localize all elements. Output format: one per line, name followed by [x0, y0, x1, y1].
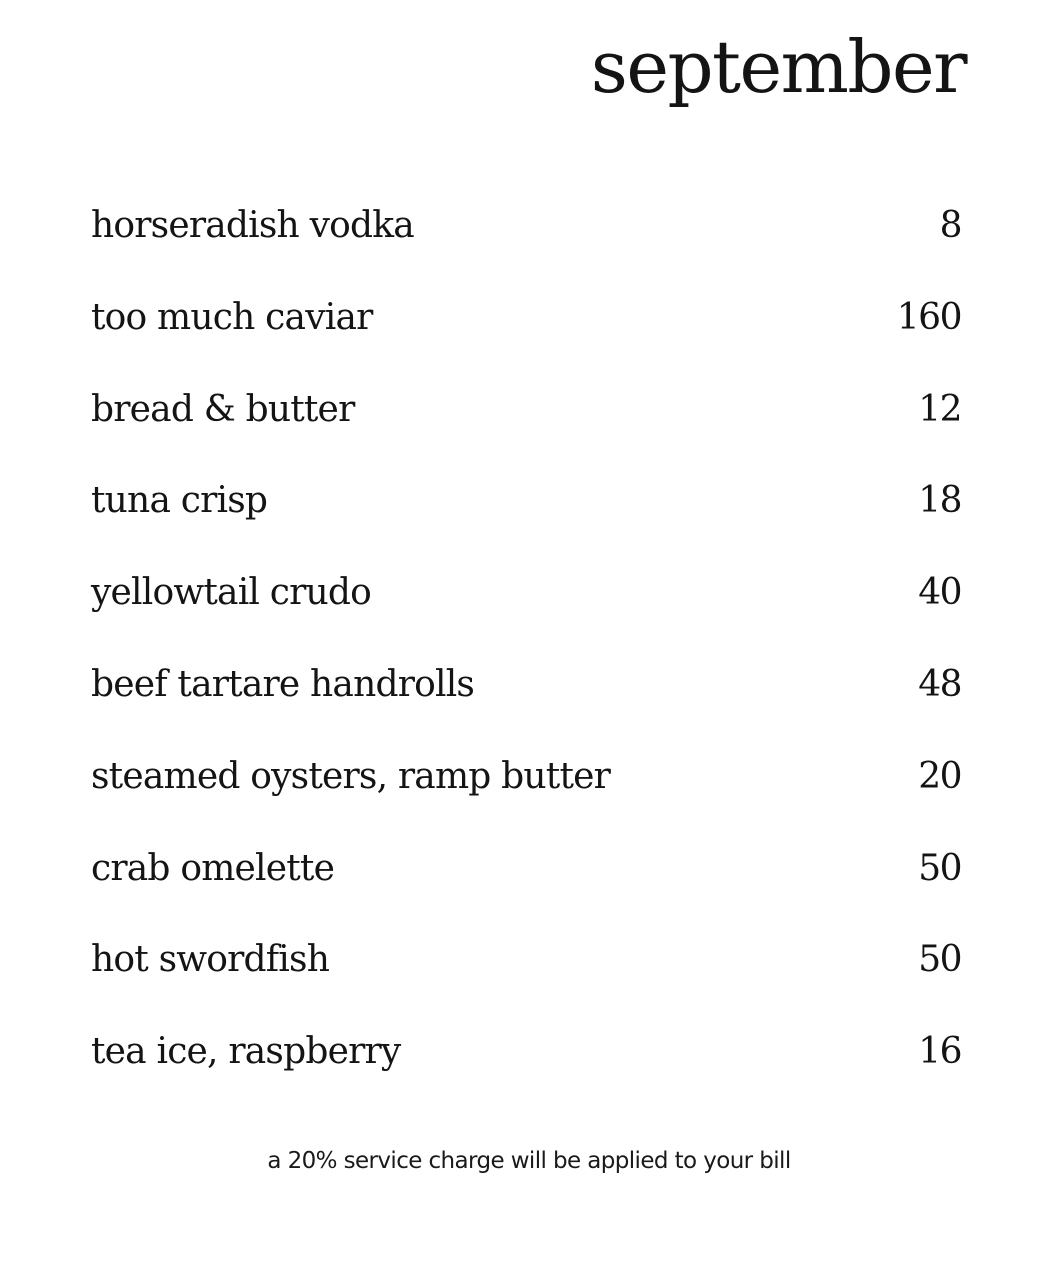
menu-item: [91, 563, 961, 655]
menu-item: [91, 196, 961, 288]
menu-item-price: 48: [918, 663, 961, 705]
menu-item-price: 20: [918, 755, 961, 797]
menu-item: [91, 288, 961, 380]
menu-item: [91, 655, 961, 747]
menu-item-name: steamed oysters, ramp butter: [91, 755, 611, 797]
menu-item-name: too much caviar: [91, 296, 373, 338]
menu-item: [91, 930, 961, 1022]
menu-item-name: tuna crisp: [91, 480, 268, 522]
menu-item: [91, 1022, 961, 1114]
menu-item-name: horseradish vodka: [91, 205, 414, 246]
menu-item: [91, 471, 961, 563]
menu-item-name: yellowtail crudo: [91, 572, 372, 614]
menu-item: [91, 839, 961, 931]
menu-item-price: 50: [918, 939, 961, 981]
menu-item-price: 16: [918, 1031, 961, 1073]
menu-item: [91, 747, 961, 839]
menu-item-name: crab omelette: [91, 847, 335, 889]
page-title: september: [590, 25, 966, 109]
menu-item-name: tea ice, raspberry: [91, 1031, 401, 1073]
menu-item-name: bread & butter: [91, 388, 355, 430]
menu-item-price: 18: [918, 480, 961, 522]
menu-item-price: 160: [896, 296, 961, 338]
menu-item-price: 8: [939, 205, 961, 246]
menu-item-price: 40: [918, 572, 961, 614]
service-charge-note: a 20% service charge will be applied to your bill: [267, 1148, 791, 1174]
menu-item-price: 12: [918, 388, 961, 430]
menu-item-price: 50: [918, 847, 961, 889]
menu-item-name: beef tartare handrolls: [91, 663, 475, 705]
menu-list: [91, 196, 961, 1114]
menu-item: [91, 380, 961, 472]
menu-item-name: hot swordfish: [91, 939, 330, 981]
